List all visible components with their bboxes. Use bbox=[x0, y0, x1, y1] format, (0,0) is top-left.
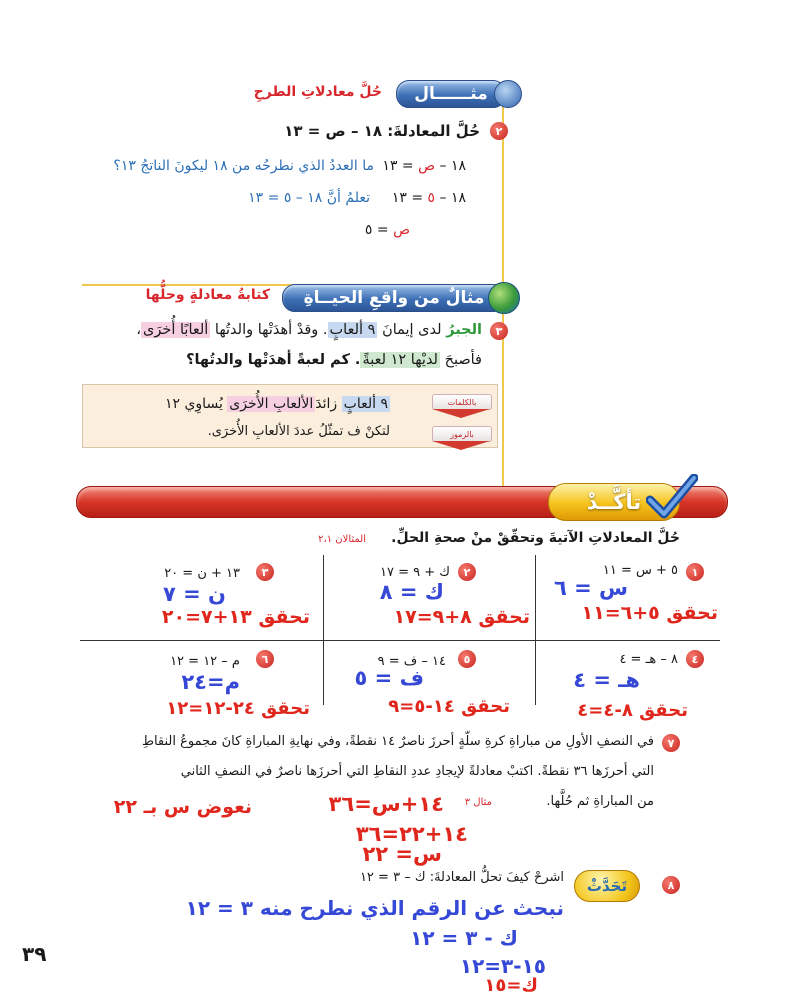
example1-banner-label: مثــــــال bbox=[414, 84, 488, 104]
problem7-line3: من المباراةِ ثم حُلَّها. bbox=[546, 794, 654, 809]
check-problem-2-answer: ك = ٨ bbox=[379, 580, 444, 604]
example1-step1-note: ما العددُ الذي نطرحُه من ١٨ ليكونَ الناتجُ ١٣؟ bbox=[113, 158, 374, 174]
check-problem-2-equation: ك + ٩ = ١٧ bbox=[380, 565, 450, 580]
talk-bubble-icon bbox=[574, 870, 640, 902]
step1-var: ص bbox=[418, 158, 436, 174]
line1-highlight-blue: ٩ ألعابٍ bbox=[329, 322, 376, 338]
talk-bubble-label: تَحَدَّثْ bbox=[586, 877, 628, 895]
example2-topic: الجبرُ bbox=[446, 322, 482, 338]
check-problem-4-answer: هـ = ٤ bbox=[573, 668, 640, 692]
problem7-hand-answer: س= ٢٢ bbox=[362, 842, 442, 866]
words-highlight-2: الألعابِ الأُخرَى bbox=[229, 396, 314, 412]
problem7-hand-substitute: نعوض س بـ ٢٢ bbox=[113, 796, 252, 818]
line2-highlight-green: لديْها ١٢ لعبةً bbox=[362, 352, 438, 368]
tag-symbols-arrow bbox=[432, 441, 490, 450]
page-number: ٣٩ bbox=[22, 942, 47, 966]
example1-number: ٢ bbox=[490, 122, 508, 140]
example1-step1 bbox=[382, 158, 466, 174]
check-problem-2-number: ٢ bbox=[458, 563, 476, 581]
check-problem-4-verify: تحقق ٨-٤=٤ bbox=[577, 700, 688, 721]
words-line bbox=[165, 396, 390, 412]
check-problem-3-answer: ن = ٧ bbox=[163, 582, 226, 606]
problem7-line1: في النصفِ الأولِ من مباراةِ كرةِ سلّةٍ أحرزَ ناصرٌ ١٤ نقطةً، وفي نهايةِ المباراةِ كانَ مجموعُ النقاطِ bbox=[141, 734, 654, 749]
symbols-line: لتكنْ ف تمثّلُ عددَ الألعابِ الأُخرَى. bbox=[207, 424, 390, 439]
check-problem-1-equation: ٥ + س = ١١ bbox=[602, 563, 678, 578]
line2-b: . كم لعبةً أهدَتْها والدتُها؟ bbox=[186, 352, 361, 368]
problem8-hand-1: نبحث عن الرقم الذي نطرح منه ٣ = ١٢ bbox=[185, 896, 564, 920]
example2-banner bbox=[282, 284, 506, 312]
check-problem-5-verify: تحقق ١٤-٥=٩ bbox=[388, 696, 510, 717]
problem7-number: ٧ bbox=[662, 734, 680, 752]
check-refs: المثالان ٢،١ bbox=[318, 534, 366, 545]
grid-divider-h bbox=[80, 640, 720, 641]
check-problem-3-number: ٣ bbox=[256, 563, 274, 581]
problem7-ref: مثال ٣ bbox=[464, 797, 492, 808]
step1-left: ١٨ – bbox=[439, 158, 466, 174]
example1-banner bbox=[396, 80, 506, 108]
check-problem-3-verify: تحقق ١٣+٧=٢٠ bbox=[161, 606, 310, 628]
problem8-hand-2: ك - ٣ = ١٢ bbox=[410, 926, 518, 950]
line2-a: فأصبحَ bbox=[444, 352, 482, 368]
example2-line2 bbox=[186, 352, 482, 368]
check-problem-2-verify: تحقق ٨+٩=١٧ bbox=[393, 606, 530, 628]
example2-heading: كتابةُ معادلةٍ وحلُّها bbox=[145, 287, 270, 303]
globe-icon bbox=[488, 282, 520, 314]
example2-number: ٣ bbox=[490, 322, 508, 340]
words-mid: زائدَ bbox=[315, 396, 338, 412]
check-banner-label: تأكَّــدْ bbox=[586, 490, 642, 514]
line1-b: . وقدْ أهدَتْها والدتُها bbox=[214, 322, 328, 338]
step2-left: ١٨ – bbox=[439, 190, 466, 206]
example1-answer bbox=[365, 222, 410, 238]
example1-heading: حُلَّ معادلاتِ الطرحِ bbox=[253, 84, 382, 100]
check-problem-5-equation: ١٤ – ف = ٩ bbox=[377, 654, 446, 669]
tag-words-arrow bbox=[432, 409, 490, 418]
check-problem-6-verify: تحقق ٢٤-١٢=١٢ bbox=[166, 698, 310, 719]
example1-problem: حُلَّ المعادلةَ: ١٨ – ص = ١٣ bbox=[284, 122, 480, 140]
answer-rest: = ٥ bbox=[364, 222, 389, 238]
grid-divider-v1 bbox=[535, 555, 536, 705]
example2-banner-label: مثالٌ من واقعِ الحيــاةِ bbox=[303, 288, 485, 308]
check-problem-1-number: ١ bbox=[686, 563, 704, 581]
tag-symbols: بالرموز bbox=[432, 426, 492, 442]
example1-banner-cap bbox=[494, 80, 522, 108]
check-problem-6-answer: م=٢٤ bbox=[181, 670, 240, 694]
check-problem-1-verify: تحقق ٥+٦=١١ bbox=[581, 602, 718, 624]
example1-step2-note: تعلمُ أنَّ ١٨ – ٥ = ١٣ bbox=[248, 190, 370, 206]
step2-right: = ١٣ bbox=[391, 190, 424, 206]
example1-frame-right bbox=[502, 90, 504, 285]
check-problem-4-number: ٤ bbox=[686, 650, 704, 668]
checkmark-icon bbox=[646, 474, 698, 520]
check-problem-4-equation: ٨ – هـ = ٤ bbox=[619, 652, 678, 667]
words-highlight-1: ٩ ألعابٍ bbox=[343, 396, 388, 412]
problem7-hand-equation: ١٤+س=٣٦ bbox=[328, 792, 444, 816]
answer-var: ص bbox=[393, 222, 410, 238]
example1-step2 bbox=[392, 190, 466, 206]
line1-c: ، bbox=[136, 322, 142, 338]
check-problem-5-number: ٥ bbox=[458, 650, 476, 668]
problem8-hand-4: ك=١٥ bbox=[484, 975, 538, 996]
check-problem-6-equation: م – ١٢ = ١٢ bbox=[170, 654, 240, 669]
check-instructions: حُلَّ المعادلاتِ الآتيةَ وتحقّقْ منْ صحةِ الحلِّ. bbox=[391, 530, 680, 546]
step1-right: = ١٣ bbox=[382, 158, 414, 174]
line1-highlight-pink: ألعابًا أُخرَى bbox=[143, 322, 209, 338]
tag-words: بالكلمات bbox=[432, 394, 492, 410]
check-problem-5-answer: ف = ٥ bbox=[354, 666, 424, 690]
grid-divider-v2 bbox=[323, 555, 324, 705]
check-problem-6-number: ٦ bbox=[256, 650, 274, 668]
problem7-hand-check: ١٤+٢٢=٣٦ bbox=[355, 822, 468, 846]
problem7-line2: التي أحرزَها ٣٦ نقطةً. اكتبْ معادلةً لإيجادِ عددِ النقاطِ التي أحرزَها ناصرٌ في النصفِ الثاني bbox=[180, 764, 654, 779]
problem8-hand-3: ١٥-٣=١٢ bbox=[459, 954, 546, 978]
check-problem-3-equation: ١٣ + ن = ٢٠ bbox=[164, 566, 240, 581]
words-end: يُساوِي ١٢ bbox=[164, 396, 223, 412]
problem8-text: اشرحْ كيفَ تحلُّ المعادلةَ: ك – ٣ = ١٢ bbox=[359, 870, 564, 885]
check-problem-1-answer: س = ٦ bbox=[553, 576, 628, 600]
line1-a: لدى إيمانَ bbox=[382, 322, 442, 338]
step2-var: ٥ bbox=[427, 190, 436, 206]
problem8-number: ٨ bbox=[662, 876, 680, 894]
example2-line1 bbox=[136, 322, 482, 338]
